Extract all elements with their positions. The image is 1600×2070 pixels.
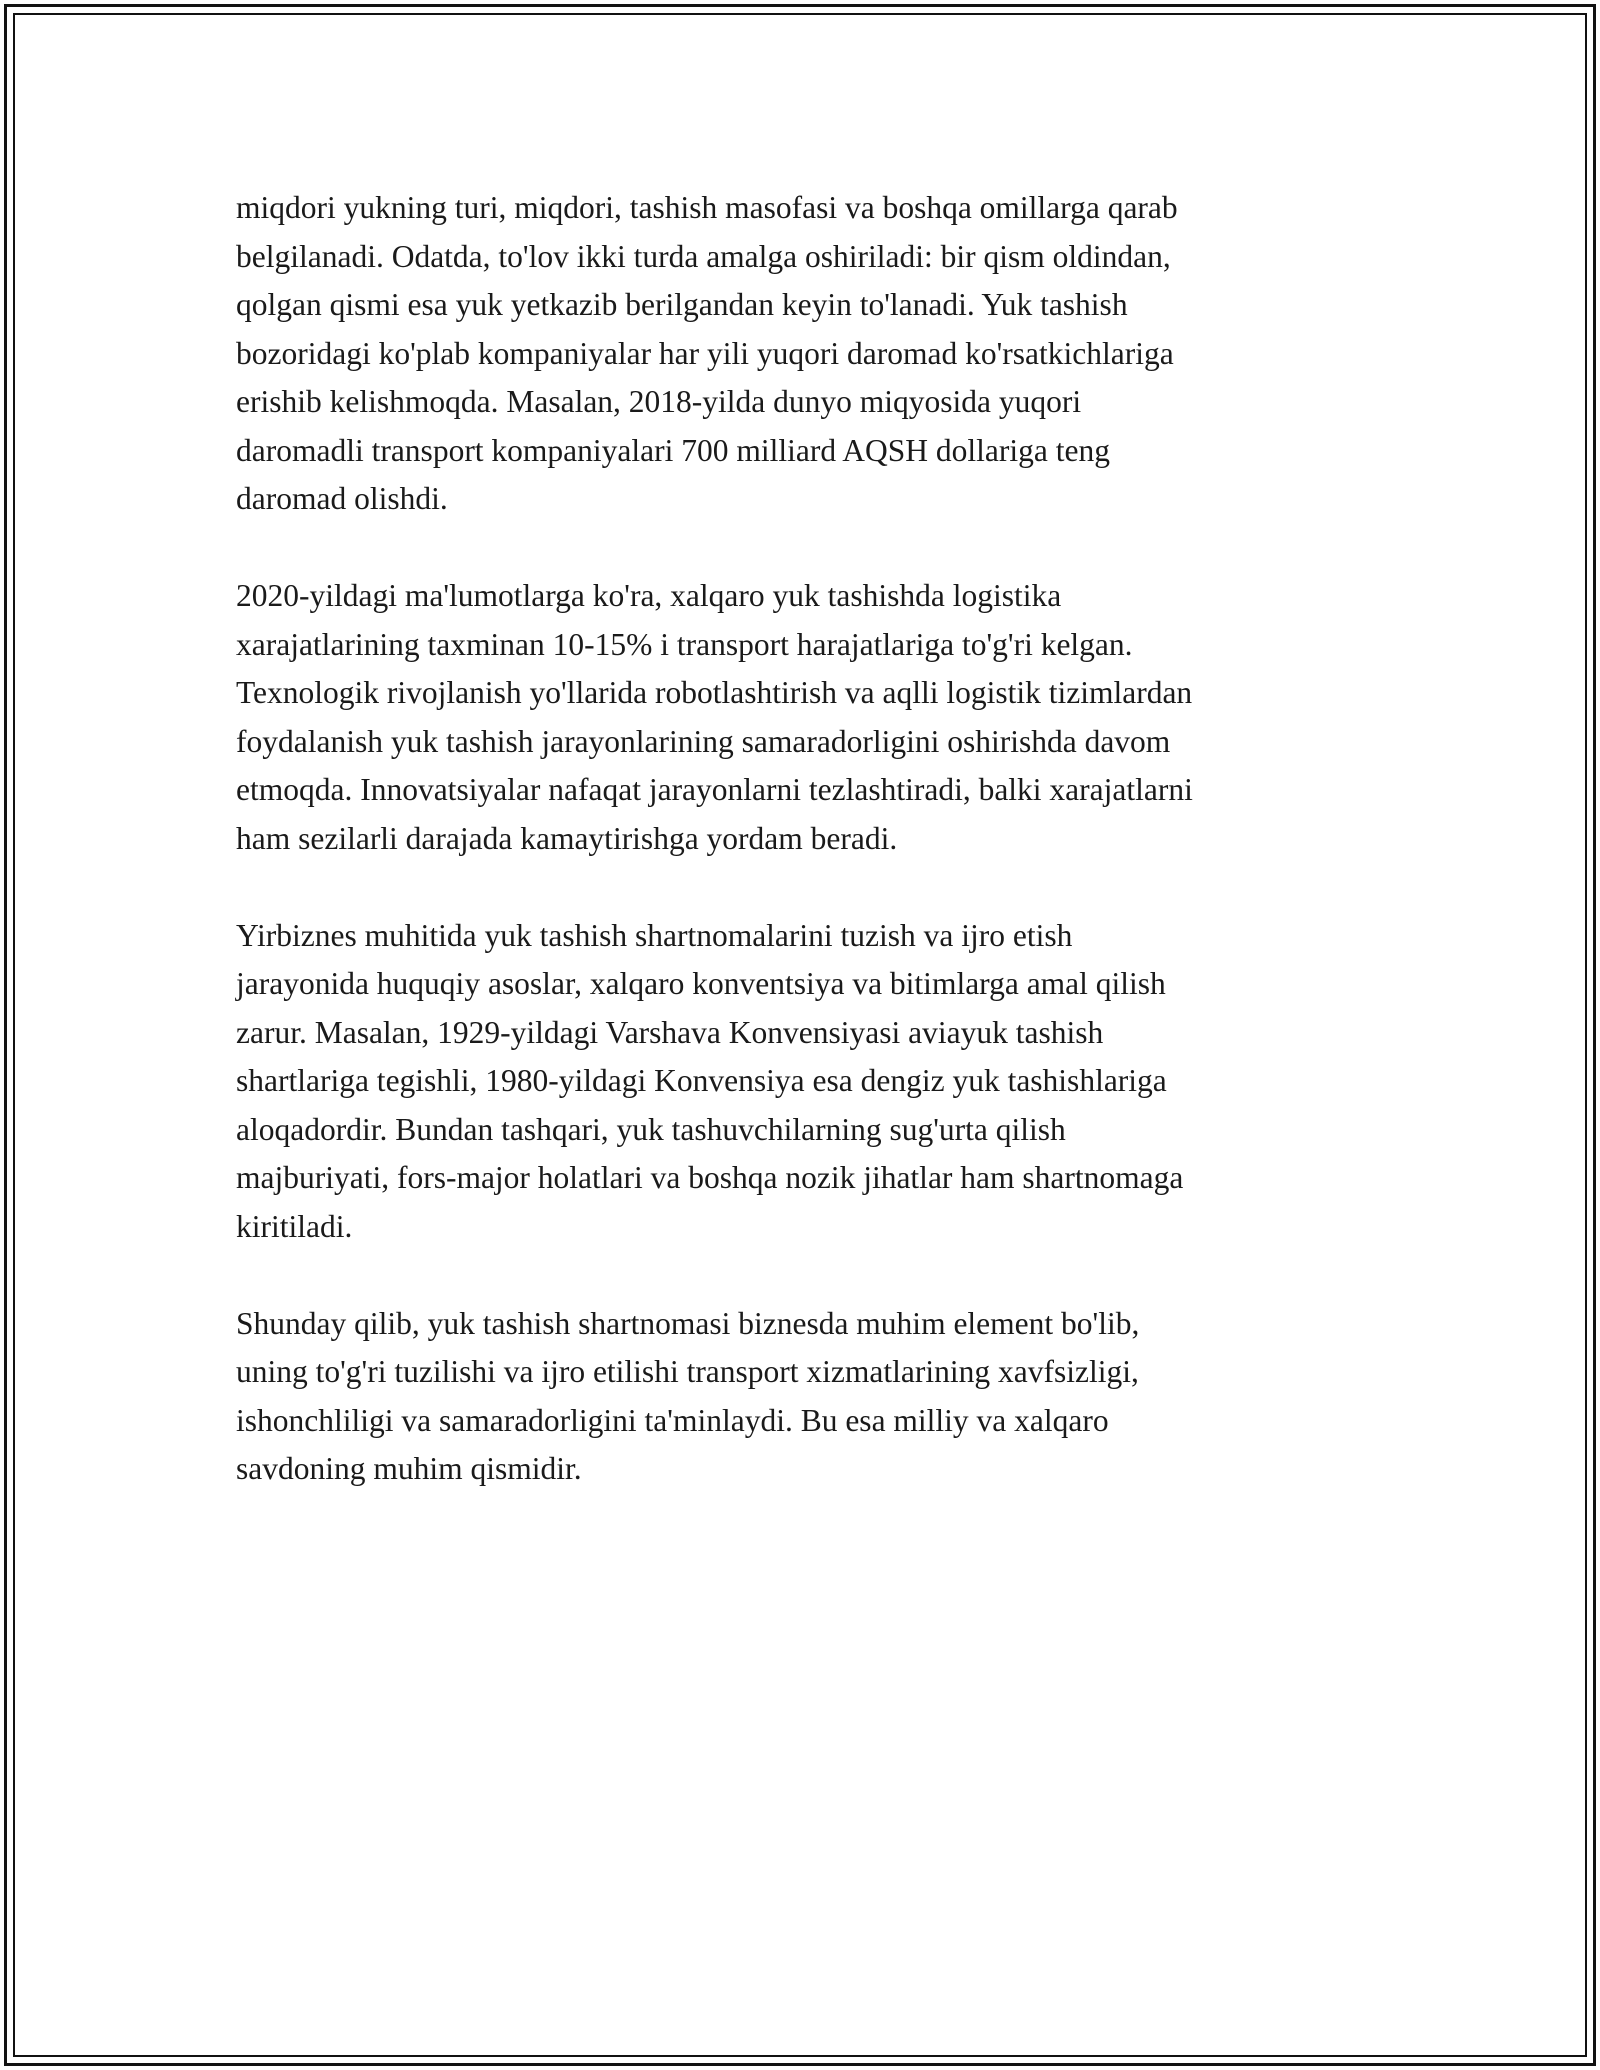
text-line: erishib kelishmoqda. Masalan, 2018-yilda dunyo miqyosida yuqori [236, 384, 1082, 419]
text-line: ham sezilarli darajada kamaytirishga yordam beradi. [236, 820, 898, 856]
text-line: belgilanadi. Odatda, to'lov ikki turda amalga oshiriladi: bir qism oldindan, [236, 238, 1171, 274]
text-line: savdoning muhim qismidir. [236, 1451, 582, 1486]
text-line: foydalanish yuk tashish jarayonlarining samaradorligini oshirishda davom [236, 723, 1171, 759]
text-line: 2020-yildagi ma'lumotlarga ko'ra, xalqaro yuk tashishda logistika [236, 578, 1062, 613]
text-line: ishonchliligi va samaradorligini ta'minlaydi. Bu esa milliy va xalqaro [236, 1402, 1109, 1438]
text-line: qolgan qismi esa yuk yetkazib berilgandan keyin to'lanadi. Yuk tashish [236, 287, 1128, 322]
paragraph-logistics-costs [236, 572, 1371, 863]
text-line: Shunday qilib, yuk tashish shartnomasi biznesda muhim element bo'lib, [236, 1305, 1140, 1341]
text-line: etmoqda. Innovatsiyalar nafaqat jarayonlarni tezlashtiradi, balki xarajatlarni [236, 772, 1193, 807]
text-line: xarajatlarining taxminan 10-15% i transport harajatlariga to'g'ri kelgan. [236, 626, 1133, 662]
text-line: daromad olishdi. [236, 481, 448, 516]
paragraph-conclusion [236, 1300, 1371, 1494]
paragraph-legal-basis [236, 912, 1371, 1252]
text-line: bozoridagi ko'plab kompaniyalar har yili yuqori daromad ko'rsatkichlariga [236, 335, 1174, 371]
text-line: Yirbiznes muhitida yuk tashish shartnomalarini tuzish va ijro etish [236, 917, 1073, 953]
text-line: kiritiladi. [236, 1208, 353, 1244]
text-line: aloqadordir. Bundan tashqari, yuk tashuvchilarning sug'urta qilish [236, 1111, 1066, 1147]
text-line: daromadli transport kompaniyalari 700 milliard AQSH dollariga teng [236, 432, 1110, 468]
text-line: zarur. Masalan, 1929-yildagi Varshava Konvensiyasi aviayuk tashish [236, 1014, 1104, 1050]
text-line: jarayonida huquqiy asoslar, xalqaro konventsiya va bitimlarga amal qilish [236, 966, 1166, 1001]
text-line: majburiyati, fors-major holatlari va boshqa nozik jihatlar ham shartnomaga [236, 1160, 1184, 1195]
text-line: Texnologik rivojlanish yo'llarida robotlashtirish va aqlli logistik tizimlardan [236, 675, 1193, 710]
text-line: miqdori yukning turi, miqdori, tashish masofasi va boshqa omillarga qarab [236, 190, 1178, 225]
paragraph-payment-terms [236, 184, 1371, 524]
text-line: uning to'g'ri tuzilishi va ijro etilishi transport xizmatlarining xavfsizligi, [236, 1354, 1139, 1389]
text-line: shartlariga tegishli, 1980-yildagi Konvensiya esa dengiz yuk tashishlariga [236, 1063, 1167, 1098]
document-body [236, 184, 1371, 1542]
